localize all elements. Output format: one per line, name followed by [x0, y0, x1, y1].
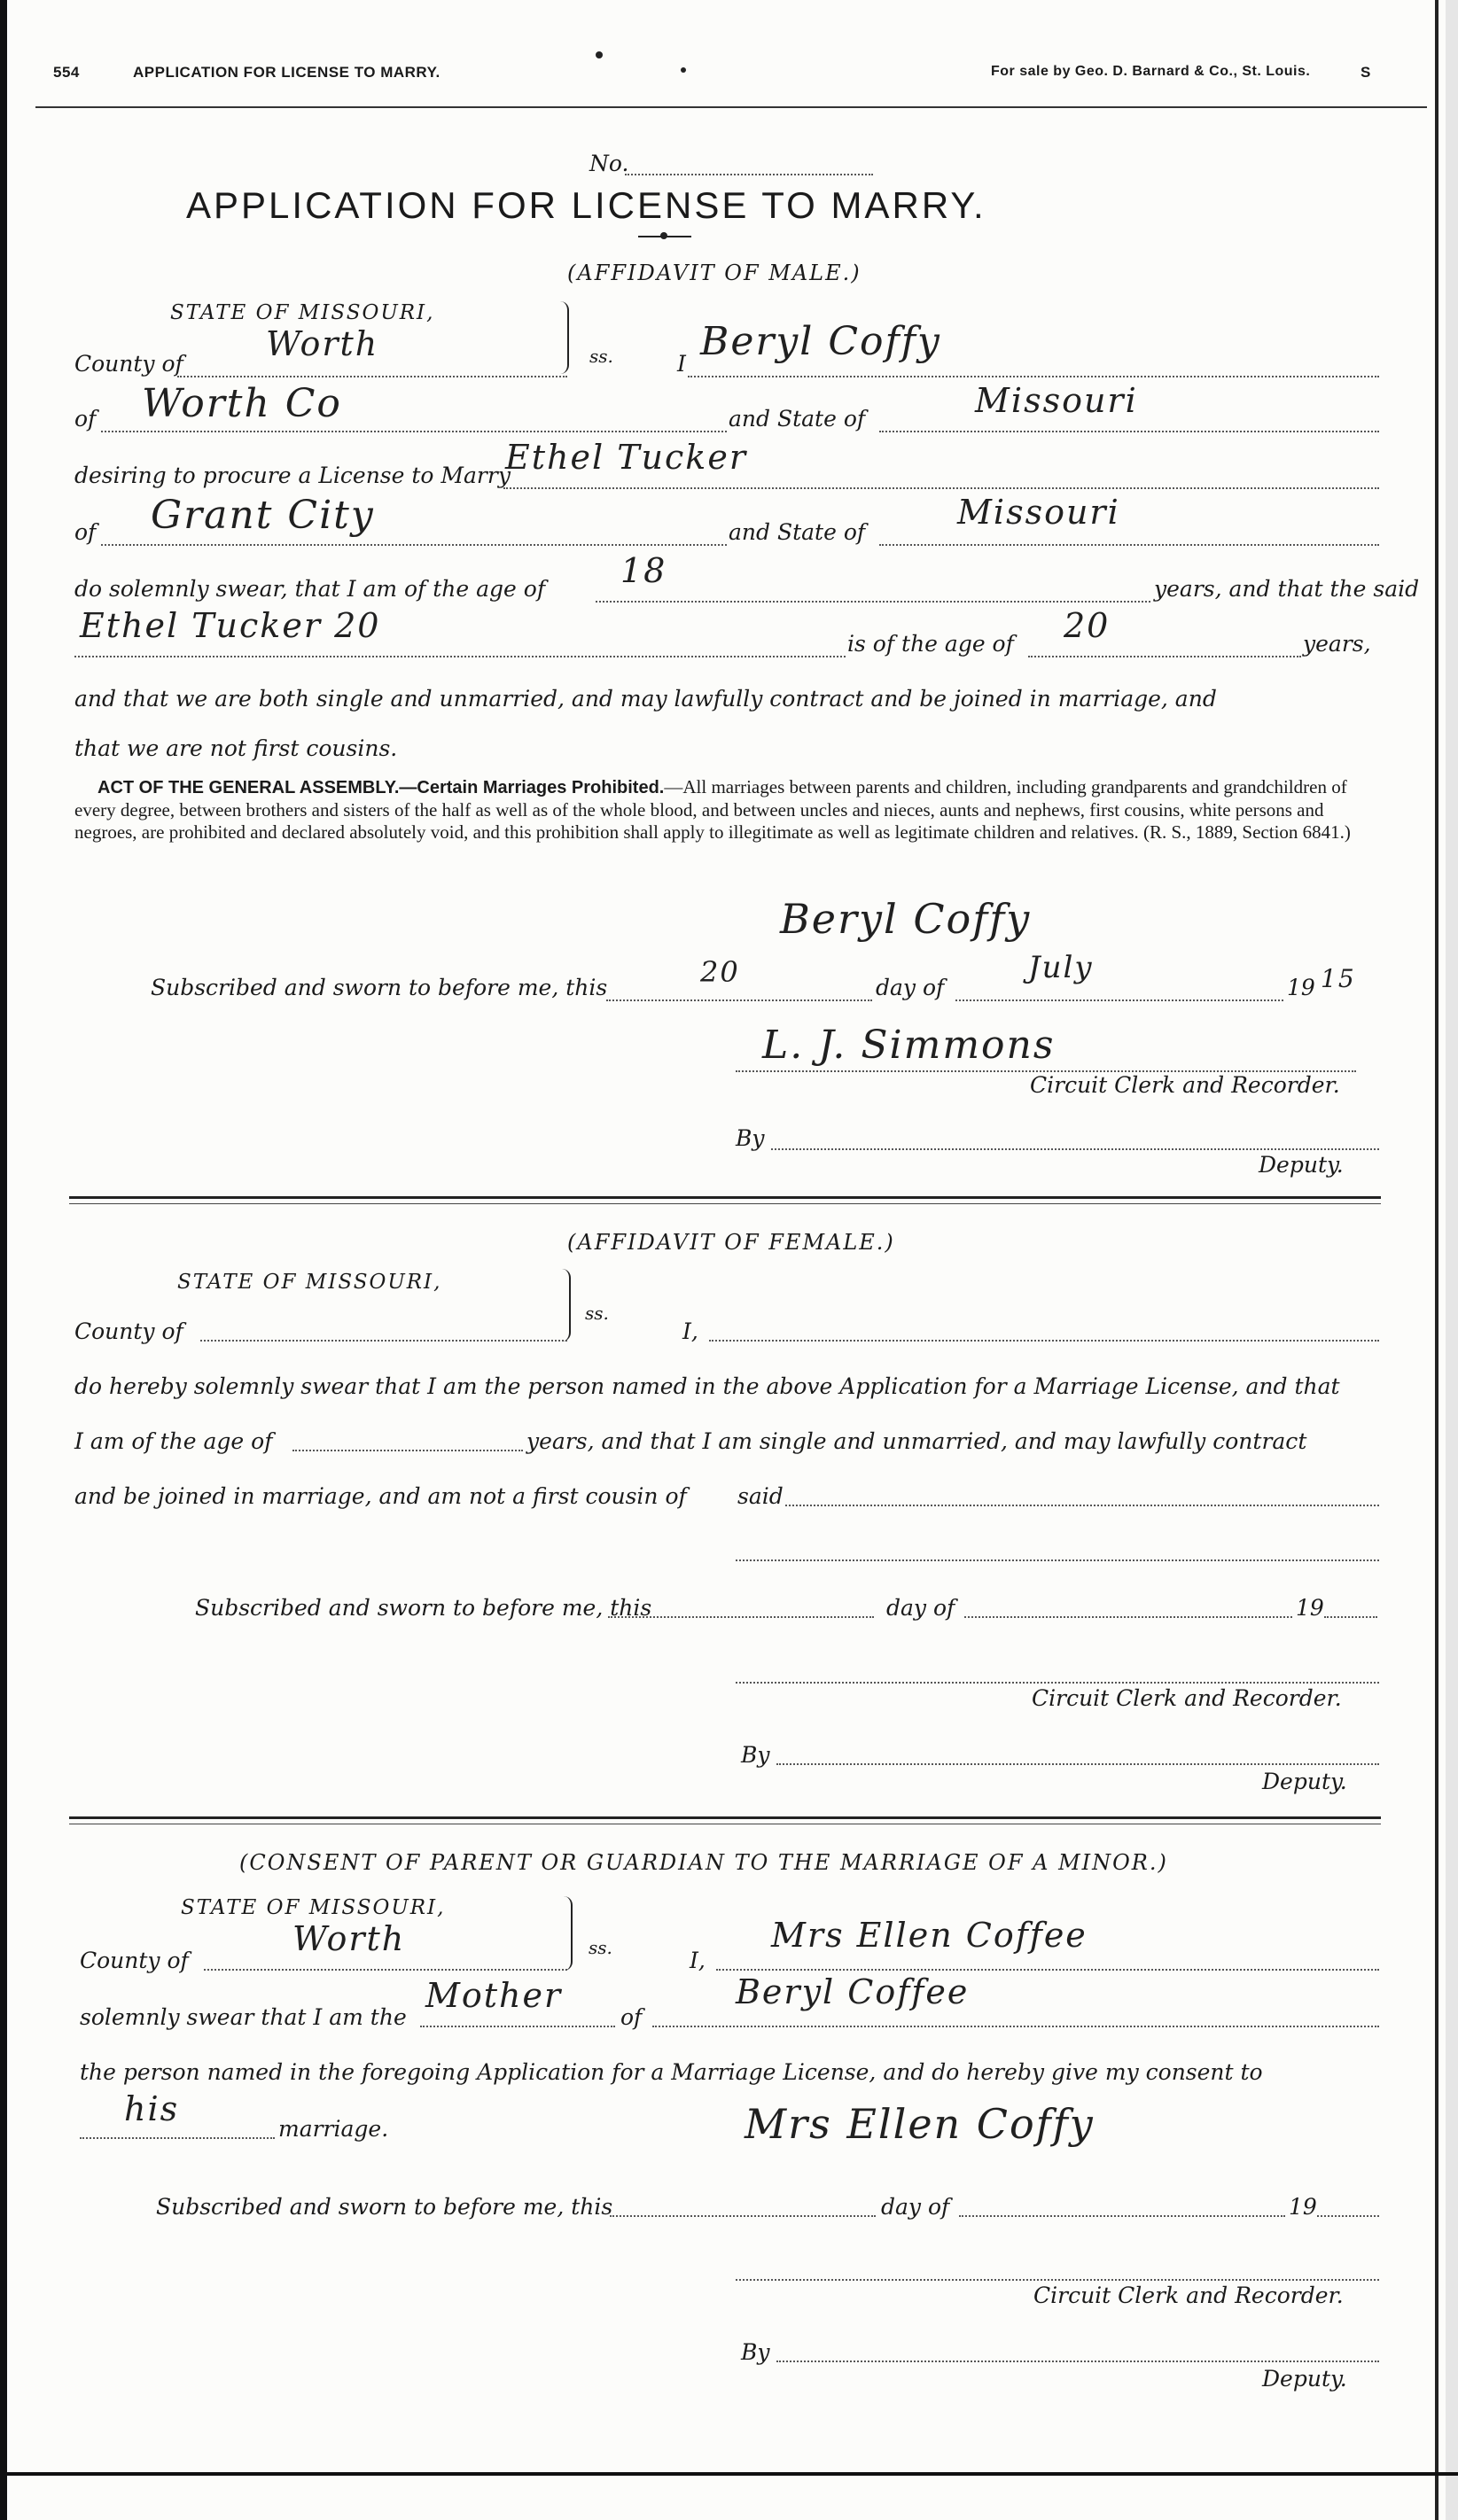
male-is-of-age-label: is of the age of	[847, 631, 1014, 657]
consent-parent-name: Mrs Ellen Coffee	[771, 1916, 1088, 1955]
consent-parent-line	[716, 1969, 1379, 1971]
scan-edge-right-margin	[1446, 0, 1458, 2520]
section-divider-thin	[69, 1203, 1381, 1204]
male-signature: Beryl Coffy	[780, 895, 1032, 943]
consent-brace	[560, 1896, 573, 1971]
male-i-label: I	[677, 351, 686, 377]
female-clerk-line	[736, 1682, 1379, 1684]
male-bride-line	[503, 487, 1379, 489]
consent-marriage-label: marriage.	[278, 2116, 389, 2142]
male-residence: Worth Co	[142, 381, 342, 426]
male-bride-name-age: Ethel Tucker 20	[80, 606, 381, 645]
female-heading: (AFFIDAVIT OF FEMALE.)	[567, 1230, 895, 1255]
male-subscribed-label: Subscribed and sworn to before me, this	[151, 975, 608, 1000]
male-applicant: Beryl Coffy	[700, 319, 941, 364]
male-clerk-title: Circuit Clerk and Recorder.	[1030, 1072, 1340, 1098]
male-state-label: STATE OF MISSOURI,	[170, 301, 435, 324]
male-and-state2-label: and State of	[729, 519, 866, 545]
female-age-line	[292, 1450, 523, 1451]
no-line	[625, 174, 873, 175]
act-text: —All marriages between parents and children, including grandparents and grandchildren of every degree, between brothers and sisters of the half as well as of the whole blood, and between uncles and nieces, aunts and nephews, first cousins, white persons and negroes, are prohibited and declared absolutely void, and this prohibition shall apply to illegitimate as well as legitimate children and relatives. (R. S., 1889, Section 6841.)	[74, 776, 1351, 843]
female-brace	[558, 1269, 571, 1342]
consent-county-label: County of	[80, 1948, 189, 1973]
scan-edge-left	[0, 0, 7, 2520]
male-month-line	[955, 999, 1283, 1001]
no-label: No.	[589, 151, 629, 176]
consent-year-prefix: 19	[1289, 2194, 1317, 2220]
female-day-line	[608, 1616, 874, 1618]
consent-month-line	[959, 2215, 1285, 2217]
female-joined-label: and be joined in marriage, and am not a first cousin of	[74, 1483, 687, 1509]
female-line1: do hereby solemnly swear that I am the person named in the above Application for a Marriage License, and that	[74, 1373, 1340, 1399]
female-subscribed-label: Subscribed and sworn to before me, this	[195, 1595, 652, 1621]
male-residence-line	[101, 431, 727, 432]
header-rule	[35, 106, 1427, 108]
male-county-line	[177, 376, 567, 377]
ink-mark	[596, 51, 603, 58]
male-bride-state: Missouri	[957, 493, 1120, 532]
consent-swear-label: solemnly swear that I am the	[80, 2004, 407, 2030]
male-bride-name-line	[74, 656, 846, 657]
male-applicant-line	[688, 376, 1379, 377]
page-number: 554	[53, 64, 80, 81]
consent-county-value: Worth	[292, 1919, 406, 1958]
male-single-clause: and that we are both single and unmarried, and may lawfully contract and be joined in marriage, and	[74, 686, 1217, 712]
consent-of-label: of	[620, 2004, 643, 2030]
male-of-label: of	[74, 406, 97, 432]
scan-edge-right	[1435, 0, 1439, 2520]
consent-child-line	[652, 2026, 1379, 2027]
consent-i-label: I,	[690, 1948, 706, 1973]
page-title: APPLICATION FOR LICENSE TO MARRY.	[186, 184, 986, 226]
female-clerk-title: Circuit Clerk and Recorder.	[1032, 1685, 1342, 1711]
consent-year-line	[1317, 2215, 1379, 2217]
male-bride: Ethel Tucker	[505, 438, 747, 477]
female-year-line	[1324, 1616, 1377, 1618]
male-swear-age-label: do solemnly swear, that I am of the age of	[74, 576, 546, 602]
female-year-prefix: 19	[1296, 1595, 1324, 1621]
female-county-label: County of	[74, 1318, 183, 1344]
male-deputy: Deputy.	[1259, 1152, 1344, 1178]
consent-day-of-label: day of	[881, 2194, 950, 2220]
male-day-of-label: day of	[876, 975, 945, 1000]
female-name-line	[709, 1340, 1379, 1342]
consent-child-name: Beryl Coffee	[736, 1972, 970, 2011]
form-name: APPLICATION FOR LICENSE TO MARRY.	[133, 64, 441, 81]
male-bride-age: 20	[1064, 606, 1111, 645]
male-cousins-clause: that we are not first cousins.	[74, 735, 398, 761]
consent-clerk-title: Circuit Clerk and Recorder.	[1033, 2283, 1344, 2308]
female-said-label: said	[737, 1483, 784, 1509]
consent-subscribed-label: Subscribed and sworn to before me, this	[156, 2194, 613, 2220]
male-day: 20	[700, 955, 740, 989]
section-divider	[69, 1196, 1381, 1199]
male-by-label: By	[736, 1125, 765, 1151]
consent-person-named: the person named in the foregoing Application for a Marriage License, and do hereby give my consent to	[80, 2059, 1263, 2085]
male-bride-age-line	[1028, 656, 1301, 657]
male-brace	[557, 301, 569, 374]
male-heading: (AFFIDAVIT OF MALE.)	[567, 261, 862, 285]
male-and-state-label: and State of	[729, 406, 866, 432]
male-age-line	[596, 601, 1150, 603]
male-bride-residence: Grant City	[151, 493, 375, 538]
consent-deputy: Deputy.	[1262, 2366, 1347, 2392]
male-month: July	[1028, 950, 1094, 985]
female-state-label: STATE OF MISSOURI,	[177, 1271, 442, 1294]
female-day-of-label: day of	[886, 1595, 955, 1621]
male-years-said-label: years, and that the said	[1154, 576, 1420, 602]
consent-county-line	[204, 1969, 567, 1971]
publisher-note: For sale by Geo. D. Barnard & Co., St. Louis.	[991, 64, 1311, 79]
female-age-prefix: I am of the age of	[74, 1428, 273, 1454]
female-said-line	[785, 1505, 1379, 1506]
male-day-line	[606, 999, 872, 1001]
consent-signature: Mrs Ellen Coffy	[745, 2100, 1095, 2148]
male-bride-residence-line	[101, 544, 727, 546]
male-residence-state: Missouri	[975, 381, 1138, 420]
consent-pronoun-line	[80, 2137, 275, 2139]
consent-state-label: STATE OF MISSOURI,	[181, 1896, 446, 1919]
female-deputy: Deputy.	[1262, 1769, 1347, 1794]
female-i-label: I,	[682, 1318, 698, 1344]
consent-heading: (CONSENT OF PARENT OR GUARDIAN TO THE MARRIAGE OF A MINOR.)	[239, 1850, 1168, 1875]
female-ss: ss.	[585, 1303, 609, 1324]
consent-day-line	[610, 2215, 876, 2217]
act-paragraph	[74, 776, 1377, 844]
consent-pronoun: his	[124, 2089, 180, 2128]
ink-mark	[681, 67, 686, 73]
act-heading: ACT OF THE GENERAL ASSEMBLY.—Certain Marriages Prohibited.	[97, 778, 665, 797]
male-deputy-line	[771, 1148, 1379, 1150]
title-ornament-dot	[660, 232, 667, 239]
male-county-label: County of	[74, 351, 183, 377]
male-bride-state-line	[879, 544, 1379, 546]
male-of2-label: of	[74, 519, 97, 545]
male-state-line	[879, 431, 1379, 432]
male-desiring-label: desiring to procure a License to Marry	[74, 463, 511, 488]
consent-by-label: By	[741, 2339, 770, 2365]
male-year-prefix: 19	[1287, 975, 1315, 1000]
female-month-line	[964, 1616, 1292, 1618]
female-deputy-line	[776, 1763, 1379, 1765]
publisher-mark: S	[1361, 64, 1371, 81]
section-divider	[69, 1816, 1381, 1819]
female-county-line	[200, 1340, 567, 1342]
consent-deputy-line	[776, 2361, 1379, 2362]
footer-rule	[0, 2472, 1458, 2476]
male-county-value: Worth	[266, 324, 379, 363]
male-clerk-signature: L. J. Simmons	[762, 1023, 1056, 1068]
consent-clerk-line	[736, 2279, 1379, 2281]
male-ss: ss.	[589, 346, 613, 367]
female-age-suffix: years, and that I am single and unmarried, and may lawfully contract	[526, 1428, 1307, 1454]
consent-relation-line	[420, 2026, 615, 2027]
male-years-label: years,	[1303, 631, 1371, 657]
female-said-line2	[736, 1559, 1379, 1561]
consent-ss: ss.	[589, 1937, 612, 1958]
male-year: 15	[1321, 964, 1356, 993]
male-age: 18	[620, 551, 667, 590]
consent-relation: Mother	[425, 1976, 563, 2015]
female-by-label: By	[741, 1742, 770, 1768]
